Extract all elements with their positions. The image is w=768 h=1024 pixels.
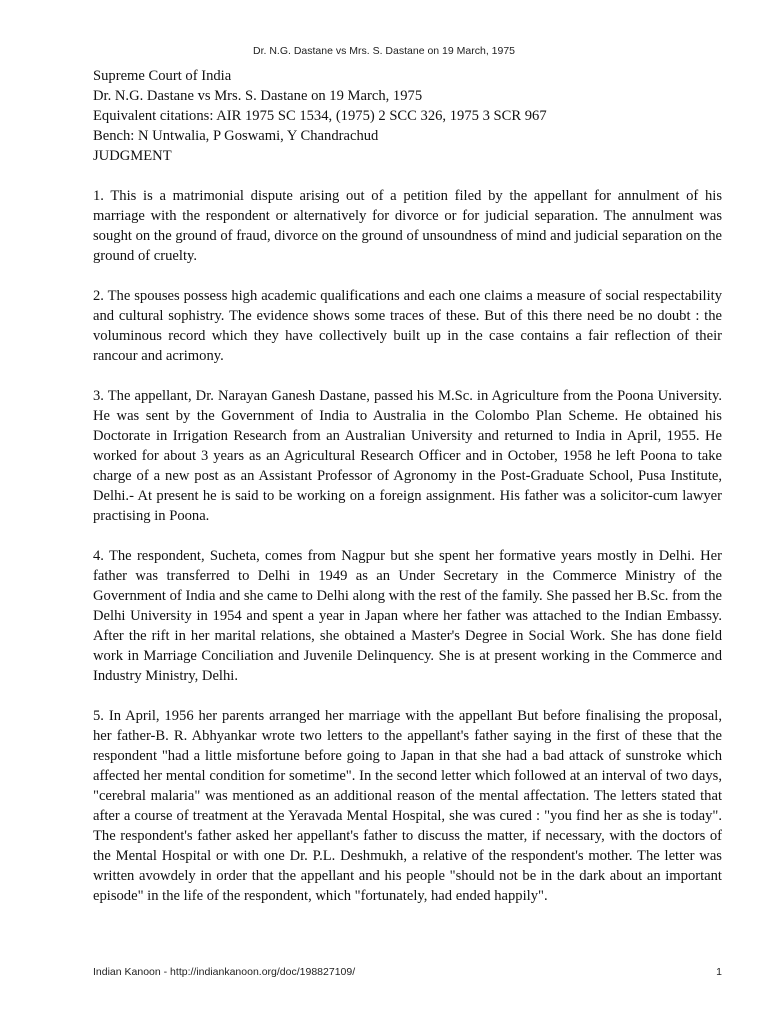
- case-metadata: [93, 66, 722, 166]
- paragraph-1: 1. This is a matrimonial dispute arising out of a petition filed by the appellant for annulment of his marriage with the respondent or alternatively for divorce or for judicial separation. The annulment was sought on the ground of fraud, divorce on the ground of unsoundness of mind and judicial separation on the ground of cruelty.: [93, 188, 722, 264]
- running-header: Dr. N.G. Dastane vs Mrs. S. Dastane on 19 March, 1975: [252, 45, 516, 57]
- court-name: Supreme Court of India: [93, 68, 232, 84]
- judgment-heading: JUDGMENT: [93, 148, 172, 164]
- bench: Bench: N Untwalia, P Goswami, Y Chandrachud: [93, 128, 379, 144]
- footer-source: Indian Kanoon - http://indiankanoon.org/doc/198827109/: [93, 966, 356, 978]
- paragraph-2: 2. The spouses possess high academic qualifications and each one claims a measure of social respectability and cultural sophistry. The evidence shows some traces of these. But of this there need be no doubt : the voluminous record which they have collectively built up in the case contains a fair reflection of their rancour and acrimony.: [93, 288, 722, 364]
- page-number: 1: [716, 966, 722, 978]
- paragraph-5: 5. In April, 1956 her parents arranged her marriage with the appellant But before finalising the proposal, her father-B. R. Abhyankar wrote two letters to the appellant's father saying in the first of these that the respondent "had a little misfortune before going to Japan in that she had a bad attack of sunstroke which affected her mental condition for sometime". In the second letter which followed at an interval of two days, "cerebral malaria" was mentioned as an additional reason of the mental affectation. The letters stated that after a course of treatment at the Yeravada Mental Hospital, she was cured : "you find her as she is today". The respondent's father asked her appellant's father to discuss the matter, if necessary, with the doctors of the Mental Hospital or with one Dr. P.L. Deshmukh, a relative of the respondent's mother. The letter was written avowdely in order that the appellant and his people "should not be in the dark about an important episode" in the life of the respondent, which "fortunately, had ended happily".: [93, 708, 722, 904]
- document-body: [93, 66, 722, 926]
- equivalent-citations: Equivalent citations: AIR 1975 SC 1534, (1975) 2 SCC 326, 1975 3 SCR 967: [93, 108, 547, 124]
- case-title: Dr. N.G. Dastane vs Mrs. S. Dastane on 19 March, 1975: [93, 88, 423, 104]
- paragraph-4: 4. The respondent, Sucheta, comes from Nagpur but she spent her formative years mostly in Delhi. Her father was transferred to Delhi in 1949 as an Under Secretary in the Commerce Ministry of the Government of India and she came to Delhi along with the rest of the family. She passed her B.Sc. from the Delhi University in 1954 and spent a year in Japan where her father was attached to the Indian Embassy. After the rift in her marital relations, she obtained a Master's Degree in Social Work. She has done field work in Marriage Conciliation and Juvenile Delinquency. She is at present working in the Commerce and Industry Ministry, Delhi.: [93, 548, 722, 684]
- paragraph-3: 3. The appellant, Dr. Narayan Ganesh Dastane, passed his M.Sc. in Agriculture from the Poona University. He was sent by the Government of India to Australia in the Colombo Plan Scheme. He obtained his Doctorate in Irrigation Research from an Australian University and returned to India in April, 1955. He worked for about 3 years as an Agricultural Research Officer and in October, 1958 he left Poona to take charge of a new post as an Assistant Professor of Agronomy in the Post-Graduate School, Pusa Institute, Delhi.- At present he is said to be working on a foreign assignment. His father was a solicitor-cum lawyer practising in Poona.: [93, 388, 722, 524]
